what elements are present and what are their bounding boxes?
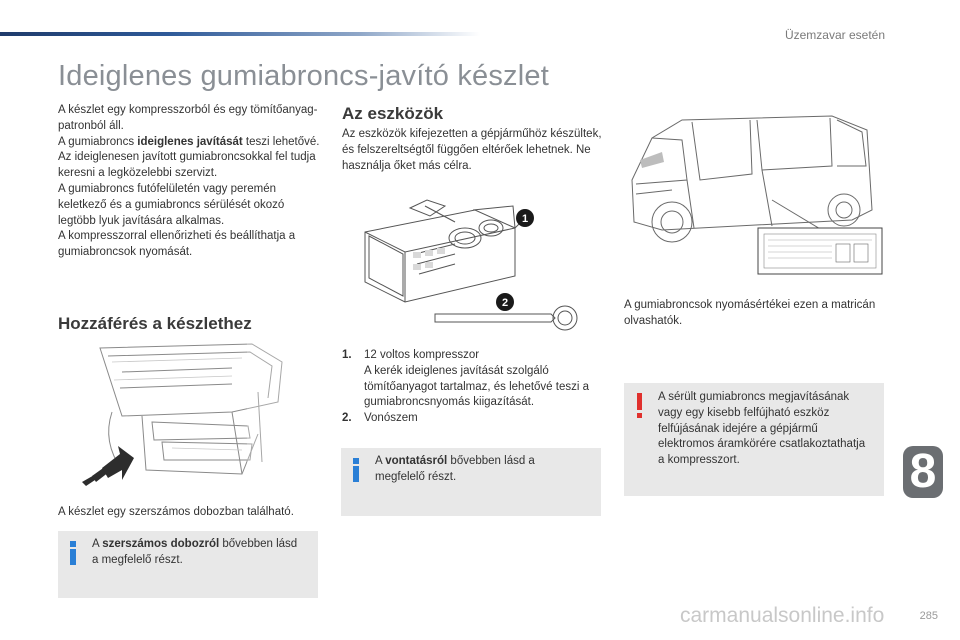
sticker-caption: A gumiabroncsok nyomásértékei ezen a matricán olvashatók.	[624, 299, 876, 327]
page-title: Ideiglenes gumiabroncs-javító készlet	[58, 60, 549, 92]
compressor-kit-illustration	[355, 192, 595, 344]
tools-heading: Az eszközök	[342, 104, 444, 123]
toolbox-info-text: A szerszámos dobozról bővebben lásd a megfelelő részt.	[92, 538, 298, 566]
info-icon	[69, 541, 77, 565]
callout-2-label: 2	[501, 297, 509, 309]
warning-text: A sérült gumiabroncs megjavításának vagy egy kisebb felfújható eszköz felfújásának idejére a gépjármű elektromos áramkörére csatlakoztathatja a kompresszort.	[658, 391, 866, 467]
tools-intro: Az eszközök kifejezetten a gépjárműhöz készültek, és felszereltségtől függően eltérőek lehetnek. Ne használja őket más célra.	[342, 128, 602, 172]
tyre-pressure-sticker	[758, 228, 882, 274]
callout-1-label: 1	[521, 213, 529, 225]
list-item: 1. 12 voltos kompresszor A kerék ideiglenes javítását szolgáló tömítőanyagot tartalmaz, és lehetővé teszi a gumiabroncsnyomás kiigazítását.	[342, 349, 590, 409]
intro-p4: A gumiabroncs futófelületén vagy peremén keletkező és a gumiabroncs sérülését okozó legtöbb lyuk javítására alkalmas.	[58, 182, 285, 227]
tools-list	[342, 348, 604, 427]
towing-info-text: A vontatásról bővebben lásd a megfelelő részt.	[375, 455, 535, 483]
toolbox-info-box	[58, 531, 318, 598]
access-heading: Hozzáférés a készlethez	[58, 314, 252, 333]
intro-p2: A gumiabroncs ideiglenes javítását teszi lehetővé.	[58, 135, 320, 148]
chapter-tab: 8	[903, 446, 943, 498]
intro-p3: Az ideiglenesen javított gumiabroncsokkal fel tudja keresni a legközelebbi szervizt.	[58, 151, 316, 180]
header-gradient-bar	[0, 32, 480, 36]
info-icon	[352, 458, 360, 482]
watermark: carmanualsonline.info	[680, 604, 885, 627]
intro-p5: A kompresszorral ellenőrizheti és beállíthatja a gumiabroncsok nyomását.	[58, 230, 296, 259]
section-header: Üzemzavar esetén	[784, 28, 885, 42]
intro-p1: A készlet egy kompresszorból és egy tömítőanyag-patronból áll.	[58, 104, 318, 132]
van-tyre-label-illustration	[622, 110, 884, 285]
list-item: 2. Vonószem	[342, 412, 418, 425]
towing-info-box	[341, 448, 601, 516]
toolbox-caption: A készlet egy szerszámos dobozban található.	[58, 506, 294, 518]
seat-toolbox-illustration	[82, 342, 318, 500]
warning-box	[624, 383, 884, 496]
intro-text	[58, 103, 320, 261]
warning-icon	[635, 393, 643, 418]
page-number: 285	[919, 610, 938, 622]
